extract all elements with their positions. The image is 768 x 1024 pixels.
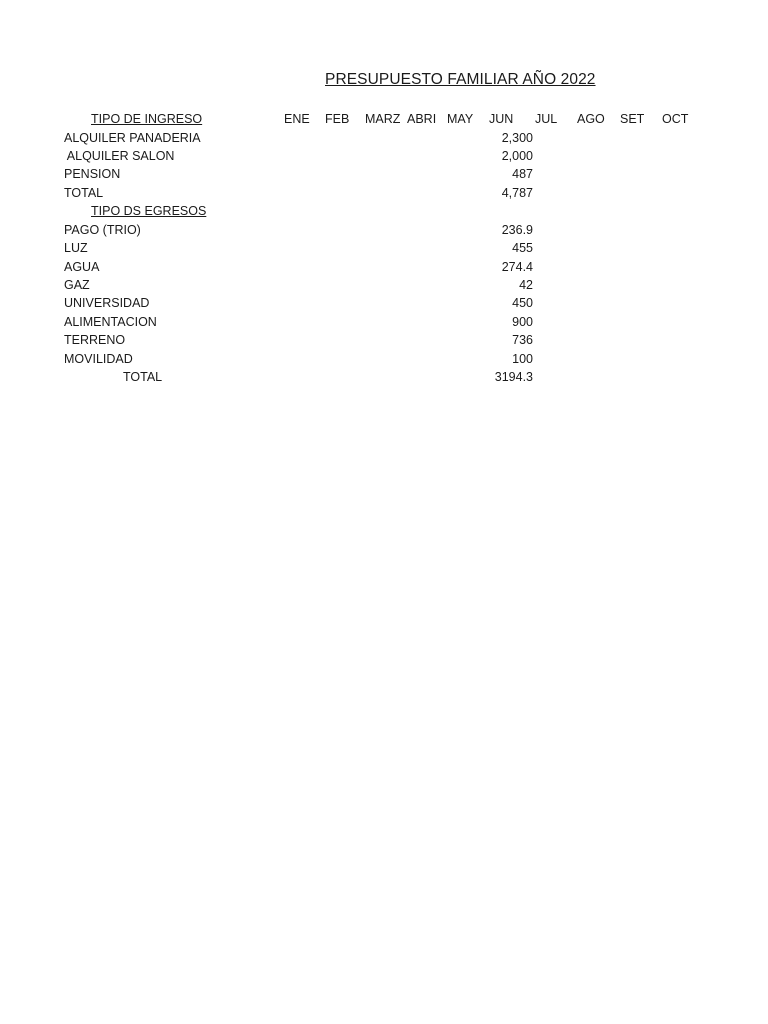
row-value-jun: 2,000 bbox=[501, 149, 533, 163]
row-label: PENSION bbox=[64, 167, 121, 181]
expense-header: TIPO DS EGRESOS bbox=[91, 204, 207, 218]
income-header: TIPO DE INGRESO bbox=[91, 112, 203, 126]
row-value-jun: 100 bbox=[512, 352, 533, 366]
table-row bbox=[0, 313, 768, 331]
month-jul: JUL bbox=[535, 112, 558, 126]
table-row bbox=[0, 147, 768, 165]
table-row bbox=[0, 331, 768, 349]
row-value-jun: 900 bbox=[512, 315, 533, 329]
month-oct: OCT bbox=[662, 112, 689, 126]
row-value-jun: 455 bbox=[512, 241, 533, 255]
row-value-jun: 42 bbox=[519, 278, 533, 292]
row-label: UNIVERSIDAD bbox=[64, 296, 150, 310]
row-label: ALIMENTACION bbox=[64, 315, 157, 329]
income-total-row bbox=[0, 184, 768, 202]
row-label: TOTAL bbox=[123, 370, 163, 384]
row-label: TERRENO bbox=[64, 333, 126, 347]
row-value-jun: 236.9 bbox=[501, 223, 533, 237]
expense-header-row bbox=[0, 202, 768, 220]
row-label: AGUA bbox=[64, 260, 100, 274]
row-value-jun: 2,300 bbox=[501, 131, 533, 145]
table-row bbox=[0, 258, 768, 276]
row-label: GAZ bbox=[64, 278, 90, 292]
row-value-jun: 450 bbox=[512, 296, 533, 310]
table-row bbox=[0, 221, 768, 239]
month-ene: ENE bbox=[284, 112, 310, 126]
month-feb: FEB bbox=[325, 112, 350, 126]
month-set: SET bbox=[620, 112, 645, 126]
row-label: ALQUILER SALON bbox=[64, 149, 175, 163]
row-label: MOVILIDAD bbox=[64, 352, 133, 366]
expense-total-row bbox=[0, 368, 768, 386]
page-title: PRESUPUESTO FAMILIAR AÑO 2022 bbox=[325, 71, 596, 88]
row-label: ALQUILER PANADERIA bbox=[64, 131, 201, 145]
table-row bbox=[0, 350, 768, 368]
table-row bbox=[0, 165, 768, 183]
row-value-jun: 3194.3 bbox=[494, 370, 533, 384]
table-row bbox=[0, 239, 768, 257]
row-value-jun: 736 bbox=[512, 333, 533, 347]
table-row bbox=[0, 276, 768, 294]
month-marz: MARZ bbox=[365, 112, 401, 126]
row-value-jun: 274.4 bbox=[501, 260, 533, 274]
month-abri: ABRI bbox=[407, 112, 437, 126]
month-ago: AGO bbox=[577, 112, 605, 126]
row-label: PAGO (TRIO) bbox=[64, 223, 141, 237]
month-jun: JUN bbox=[489, 112, 514, 126]
row-label: TOTAL bbox=[64, 186, 104, 200]
table-row bbox=[0, 294, 768, 312]
header-row bbox=[0, 110, 768, 128]
row-label: LUZ bbox=[64, 241, 88, 255]
row-value-jun: 487 bbox=[512, 167, 533, 181]
row-value-jun: 4,787 bbox=[501, 186, 533, 200]
month-may: MAY bbox=[447, 112, 474, 126]
table-row bbox=[0, 129, 768, 147]
